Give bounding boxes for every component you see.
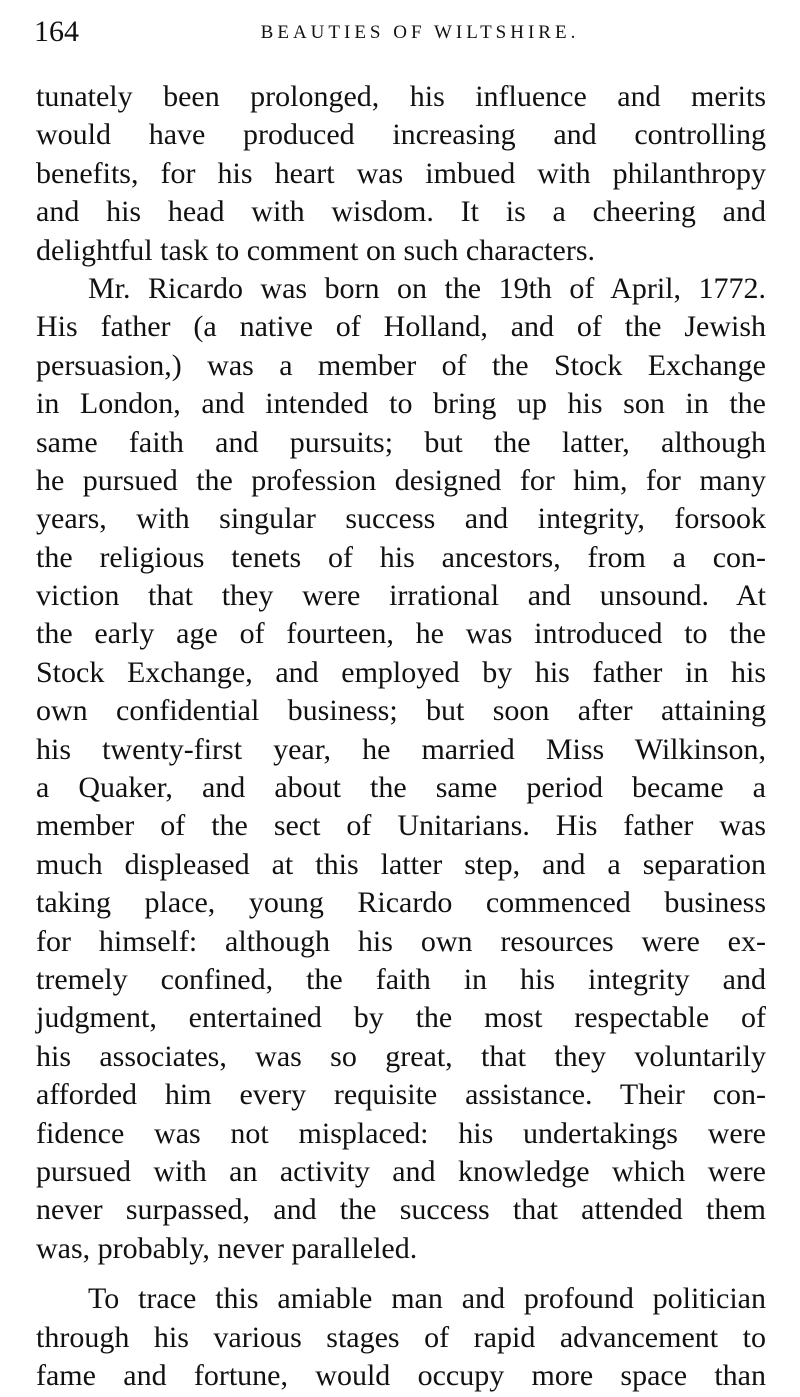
running-head	[34, 14, 766, 50]
text-line: he pursued the profession designed for him, for many	[36, 463, 766, 497]
text-line: his twenty-first year, he married Miss Wilkinson,	[36, 732, 766, 766]
text-line: fidence was not misplaced: his undertakings were	[36, 1116, 766, 1150]
text-line: years, with singular success and integrity, forsook	[36, 502, 766, 536]
text-line: for himself: although his own resources were ex-	[36, 924, 766, 958]
paragraph	[36, 78, 766, 270]
text-line: a Quaker, and about the same period became a	[36, 771, 766, 805]
text-line: the religious tenets of his ancestors, from a con-	[36, 540, 766, 574]
text-line: pursued with an activity and knowledge which were	[36, 1154, 766, 1188]
text-line: judgment, entertained by the most respectable of	[36, 1001, 766, 1035]
text-line: delightful task to comment on such characters.	[36, 233, 595, 267]
text-line: in London, and intended to bring up his son in the	[36, 387, 766, 421]
text-line: and his head with wisdom. It is a cheering and	[36, 195, 766, 229]
text-line: fame and fortune, would occupy more space than	[36, 1358, 766, 1392]
text-line: His father (a native of Holland, and of the Jewish	[36, 310, 766, 344]
text-line: taking place, young Ricardo commenced business	[36, 886, 766, 920]
text-line: own confidential business; but soon after attaining	[36, 694, 766, 728]
text-line: tremely confined, the faith in his integrity and	[36, 962, 766, 996]
paragraph	[36, 1280, 766, 1395]
text-line: afforded him every requisite assistance. Their con-	[36, 1078, 766, 1112]
body-text	[36, 78, 766, 1395]
paragraph	[36, 270, 766, 1268]
text-line: benefits, for his heart was imbued with philanthropy	[36, 156, 766, 190]
page-number: 164	[34, 15, 79, 48]
text-line: much displeased at this latter step, and a separation	[36, 847, 766, 881]
text-line: his associates, was so great, that they voluntarily	[36, 1039, 766, 1073]
text-line: would have produced increasing and controlling	[36, 118, 766, 152]
text-line: the early age of fourteen, he was introduced to the	[36, 617, 766, 651]
text-line: never surpassed, and the success that attended them	[36, 1193, 766, 1227]
text-line: tunately been prolonged, his influence and merits	[36, 80, 766, 113]
text-line: To trace this amiable man and profound politician	[88, 1282, 766, 1316]
text-line: persuasion,) was a member of the Stock Exchange	[36, 348, 766, 382]
running-title: BEAUTIES OF WILTSHIRE.	[260, 22, 580, 43]
text-line: same faith and pursuits; but the latter, although	[36, 425, 766, 459]
text-line: Stock Exchange, and employed by his father in his	[36, 655, 766, 689]
text-line: member of the sect of Unitarians. His father was	[36, 809, 766, 843]
text-line: through his various stages of rapid advancement to	[36, 1320, 766, 1354]
text-line: Mr. Ricardo was born on the 19th of April, 1772.	[88, 271, 766, 305]
paragraph-gap	[36, 1268, 766, 1280]
text-line: was, probably, never paralleled.	[36, 1231, 418, 1265]
text-line: viction that they were irrational and unsound. At	[36, 579, 766, 613]
